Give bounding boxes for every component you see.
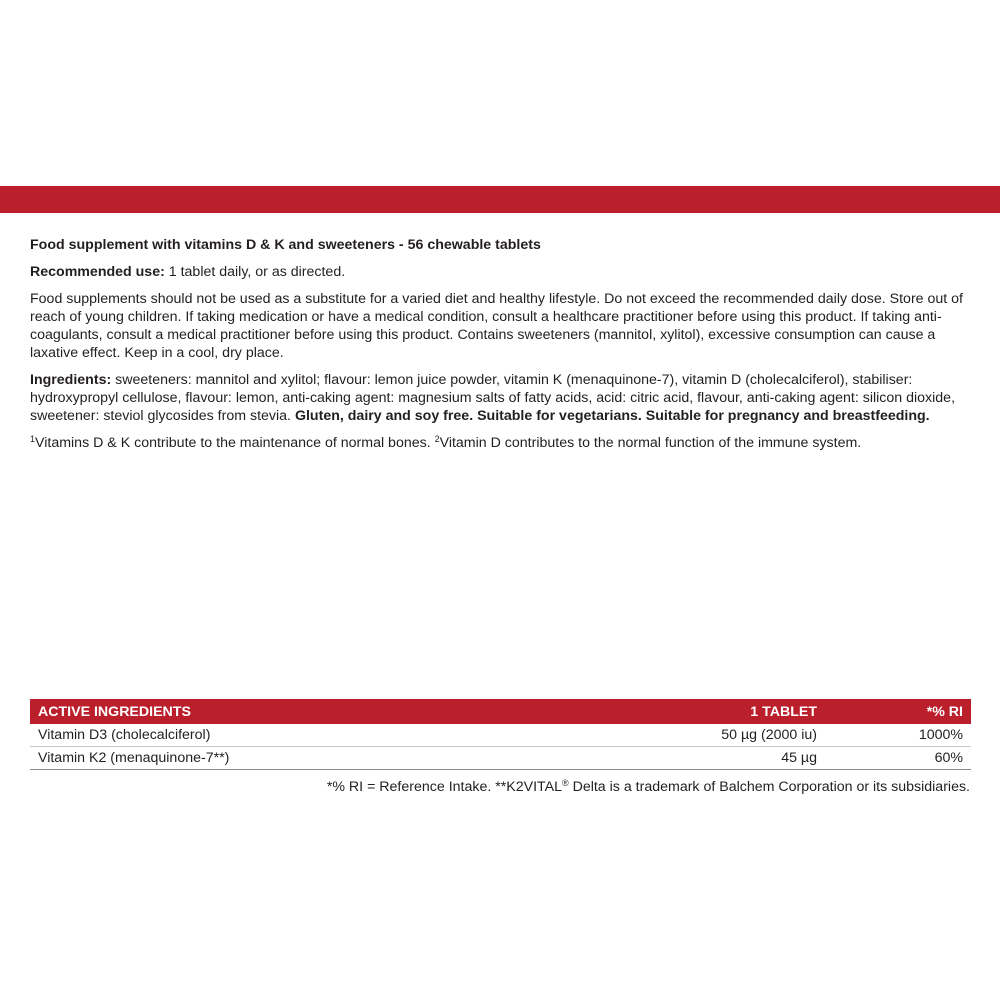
table-header-row: [30, 699, 971, 724]
header-1-tablet: 1 TABLET: [750, 703, 817, 720]
ingredient-name: Vitamin D3 (cholecalciferol): [30, 724, 629, 747]
table-footnote: [30, 779, 970, 795]
claim-2: Vitamin D contributes to the normal function of the immune system.: [439, 435, 862, 451]
recommended-use: [30, 263, 970, 281]
registered-mark: ®: [562, 778, 569, 788]
ingredient-amount: 50 µg (2000 iu): [629, 724, 825, 747]
table-note-part1: *% RI = Reference Intake. **K2VITAL: [326, 779, 562, 795]
active-ingredients-table: [30, 699, 971, 770]
ingredient-ri: 60%: [825, 747, 971, 770]
claim-marker-2: 2: [434, 434, 440, 444]
ingredients-text: sweeteners: mannitol and xylitol; flavour: lemon juice powder, vitamin K (menaquinone-7), vitamin D (cholecalciferol), stabiliser: hydroxypropyl cellulose, flavour: lemon, anti-caking agent: magnesium salts of fatty acids, acid: citric acid, flavour, anti-caking agent: silicon dioxide, sweetener: steviol glycosides from stevia.: [30, 372, 956, 424]
label-text-block: [30, 236, 970, 461]
table-note-part2: Delta is a trademark of Balchem Corporation or its subsidiaries.: [568, 779, 970, 795]
ingredient-name: Vitamin K2 (menaquinone-7**): [30, 747, 629, 770]
health-claims: [30, 434, 970, 452]
product-title: Food supplement with vitamins D & K and sweeteners - 56 chewable tablets: [30, 237, 541, 253]
claim-marker-1: 1: [30, 434, 36, 444]
dietary-note: Gluten, dairy and soy free. Suitable for vegetarians. Suitable for pregnancy and breastfeeding.: [294, 408, 930, 424]
ingredient-amount: 45 µg: [629, 747, 825, 770]
warning-text: Food supplements should not be used as a substitute for a varied diet and healthy lifestyle. Do not exceed the recommended daily dose. Store out of reach of young children. If taking medication or have a medical condition, consult a healthcare practitioner before using this product. If taking anti-coagulants, consult a medical practitioner before using this product. Contains sweeteners (mannitol, xylitol), excessive consumption can cause a laxative effect. Keep in a cool, dry place.: [30, 291, 964, 361]
active-ingredients-section: [30, 699, 970, 795]
recommended-use-label: Recommended use:: [30, 264, 165, 280]
ingredients: [30, 371, 970, 425]
ingredient-ri: 1000%: [825, 724, 971, 747]
header-active-ingredients: ACTIVE INGREDIENTS: [38, 703, 191, 720]
table-row: [30, 724, 971, 747]
recommended-use-text: 1 tablet daily, or as directed.: [164, 264, 346, 280]
table-row: [30, 747, 971, 770]
header-ri: *% RI: [926, 703, 963, 720]
ingredients-label: Ingredients:: [30, 372, 112, 388]
claim-1: Vitamins D & K contribute to the maintenance of normal bones.: [35, 435, 435, 451]
top-red-band: [0, 186, 1000, 213]
